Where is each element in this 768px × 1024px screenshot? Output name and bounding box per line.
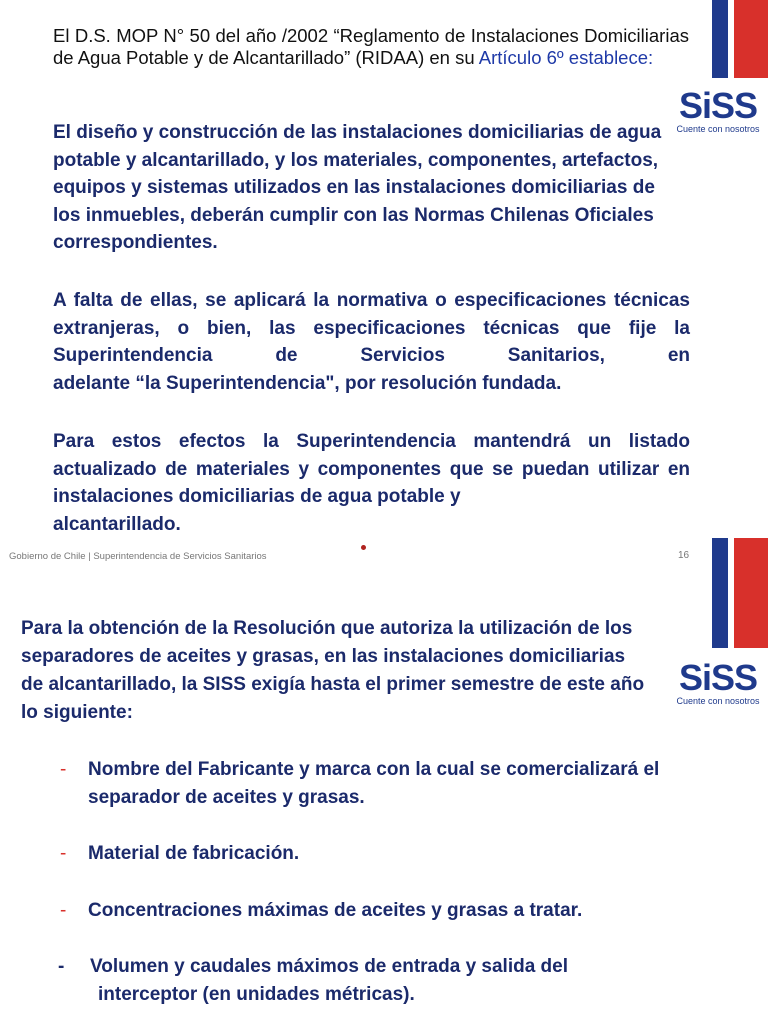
paragraph-listing: Para estos efectos la Superintendencia mantendrá un listado actualizado de materiales y componentes que se puedan utilizar en instalaciones domiciliarias de agua potable y alcantarillado. [53,431,690,535]
intro-lead: El D.S. MOP N° 50 del año /2002 “Reglamento de Instalaciones Domiciliarias de Agua Potable y de Alcantarillado” (RIDAA) en su [53,25,689,68]
list-item: - Volumen y caudales máximos de entrada y salida del interceptor (en unidades métricas). [57,953,677,1009]
article-reference: Artículo 6º establece: [478,47,654,68]
chile-flag-stripe [712,538,768,648]
chile-flag-stripe [712,0,768,78]
list-item: - Material de fabricación. [57,840,677,868]
logo-tagline: Cuente con nosotros [676,696,760,706]
page-number: 16 [678,550,690,561]
dash-bullet: - [58,956,65,977]
requirements-intro: Para la obtención de la Resolución que autoriza la utilización de los separadores de aceites y grasas, en las instalaciones domiciliarias de alcantarillado, la SISS exigía hasta el primer semestre de este año lo siguiente: [21,618,645,723]
list-item: - Concentraciones máximas de aceites y grasas a tratar. [57,897,677,925]
intro-text [53,25,689,69]
paragraph-fallback: A falta de ellas, se aplicará la normativa o especificaciones técnicas extranjeras, o bien, las especificaciones técnicas que fije la Superintendencia de Servicios Sanitarios, en adelante “la Superintendencia", por resolución fundada. [53,290,690,394]
dash-bullet: - [60,900,67,921]
siss-logo: SiSS Cuente con nosotros [672,660,764,706]
paragraph-design: El diseño y construcción de las instalaciones domiciliarias de agua potable y alcantarillado, y los materiales, componentes, artefactos, equipos y sistemas utilizados en las instalaciones domiciliarias de los inmuebles, deberán cumplir con las Normas Chilenas Oficiales correspondientes. [53,122,662,253]
slide-footer: Gobierno de Chile | Superintendencia de Servicios Sanitarios [9,551,267,562]
siss-logo: SiSS Cuente con nosotros [672,88,764,134]
dash-bullet: - [60,843,67,864]
list-item: - Nombre del Fabricante y marca con la cual se comercializará el separador de aceites y grasas. [57,756,677,812]
logo-tagline: Cuente con nosotros [676,124,760,134]
dash-bullet: - [60,759,67,780]
